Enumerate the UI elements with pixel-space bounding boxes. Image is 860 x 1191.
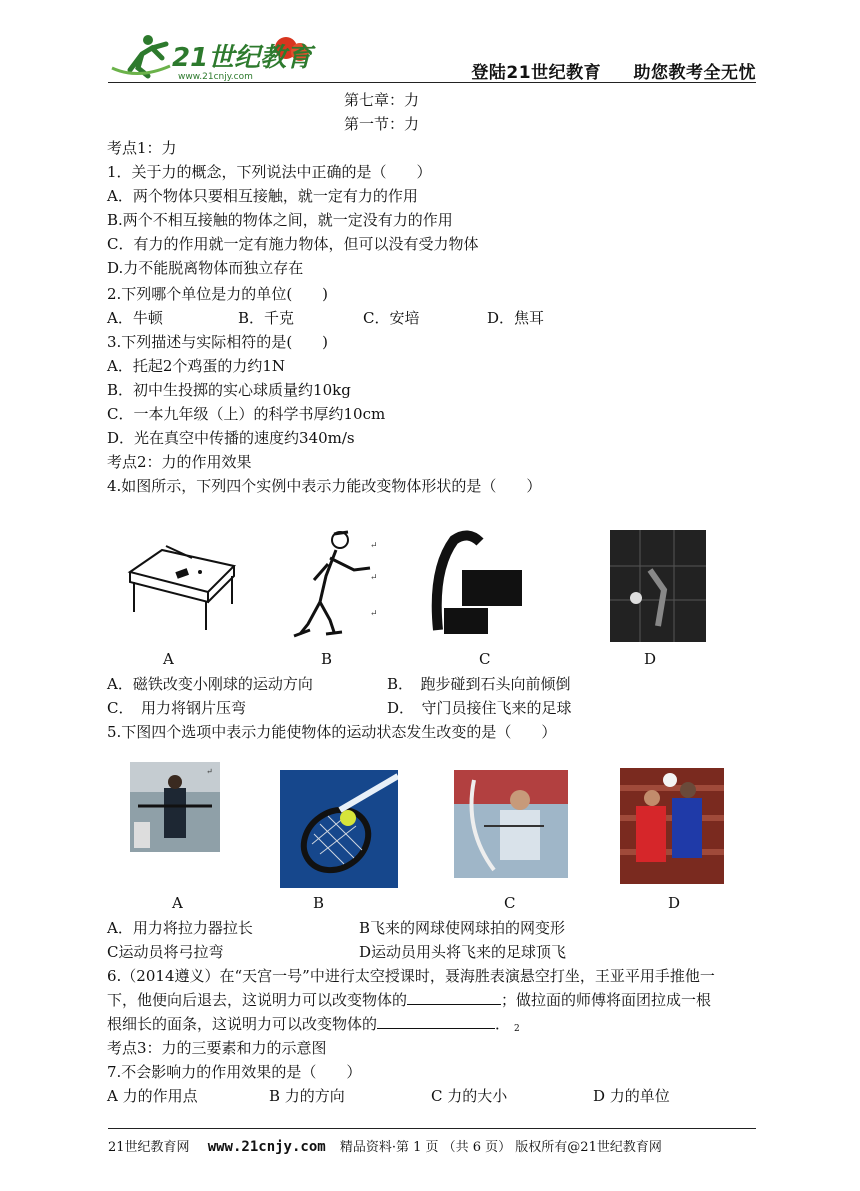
footer-site: 21世纪教育网 <box>108 1140 190 1155</box>
q4-option-c: C． 用力将钢片压弯 <box>107 699 246 717</box>
q6-blank-2 <box>377 1012 495 1029</box>
footer-rule <box>108 1128 756 1129</box>
q5-option-c: C运动员将弓拉弯 <box>107 943 224 961</box>
q7-stem: 7.不会影响力的作用效果的是（ ） <box>107 1063 362 1081</box>
page-header <box>108 28 756 84</box>
q6-line-2-text-b: ；做拉面的师傅将面团拉成一根 <box>501 991 712 1009</box>
q3-option-c: C．一本九年级（上）的科学书厚约10cm <box>107 405 386 423</box>
q4-label-b: B <box>321 650 333 668</box>
site-logo <box>108 28 318 82</box>
chapter-title: 第七章：力 <box>344 91 420 109</box>
q5-label-b: B <box>313 894 325 912</box>
q5-image-b-tennis-racket <box>280 770 398 888</box>
q7-option-a: A 力的作用点 <box>107 1087 198 1105</box>
q4-image-c-bent-steel <box>428 530 522 638</box>
q5-stem: 5.下图四个选项中表示力能使物体的运动状态发生改变的是（ ） <box>107 723 557 741</box>
q7-option-d: D 力的单位 <box>593 1087 670 1105</box>
svg-text:↵: ↵ <box>370 573 378 583</box>
q7-option-b: B 力的方向 <box>269 1087 345 1105</box>
q2-option-b: B．千克 <box>238 309 295 327</box>
q2-option-a: A．牛顿 <box>107 309 163 327</box>
q3-option-b: B．初中生投掷的实心球质量约10kg <box>107 381 351 399</box>
page-footer <box>108 1136 758 1155</box>
q4-option-d: D． 守门员接住飞来的足球 <box>387 699 572 717</box>
q3-option-d: D．光在真空中传播的速度约340m/s <box>107 429 355 447</box>
topic-3: 考点3：力的三要素和力的示意图 <box>107 1039 327 1057</box>
slogan-left: 登陆21世纪教育 <box>471 63 602 83</box>
q7-options <box>107 1084 670 1108</box>
slogan-right: 助您教考全无忧 <box>633 63 756 83</box>
q5-option-a: A．用力将拉力器拉长 <box>107 919 253 937</box>
footer-info: 精品资料·第 1 页 （共 6 页） 版权所有@21世纪教育网 <box>339 1140 662 1155</box>
q4-image-b-runner <box>270 528 385 640</box>
q5-image-c-archer <box>454 770 568 878</box>
q2-option-d: D．焦耳 <box>487 309 545 327</box>
topic-1: 考点1：力 <box>107 139 177 157</box>
q4-label-a: A <box>163 650 174 668</box>
q1-stem: 1．关于力的概念，下列说法中正确的是（ ） <box>107 163 432 181</box>
q4-label-d: D <box>644 650 657 668</box>
q5-image-a-expander <box>130 762 220 852</box>
q6-line-1: 6.（2014遵义）在“天宫一号”中进行太空授课时，聂海胜表演悬空打坐，王亚平用手推他一 <box>107 967 715 985</box>
q5-option-d: D运动员用头将飞来的足球顶飞 <box>359 943 567 961</box>
q5-image-d-header-football <box>620 768 724 884</box>
q2-stem: 2.下列哪个单位是力的单位( ) <box>107 285 329 303</box>
svg-text:↵: ↵ <box>370 609 378 619</box>
q4-option-b: B． 跑步碰到石头向前倾倒 <box>387 675 571 693</box>
q1-option-d: D.力不能脱离物体而独立存在 <box>107 259 304 277</box>
q7-option-c: C 力的大小 <box>431 1087 508 1105</box>
header-slogan <box>471 58 756 83</box>
topic-2: 考点2：力的作用效果 <box>107 453 252 471</box>
q1-option-a: A．两个物体只要相互接触，就一定有力的作用 <box>107 187 418 205</box>
q2-option-c: C．安培 <box>363 309 420 327</box>
q4-label-c: C <box>479 650 491 668</box>
q5-options-row2 <box>107 940 566 964</box>
footer-url[interactable]: www.21cnjy.com <box>207 1139 326 1155</box>
q4-options-row1 <box>107 672 571 696</box>
header-rule <box>108 82 756 83</box>
section-title: 第一节：力 <box>344 115 420 133</box>
svg-text:↵: ↵ <box>370 541 378 551</box>
q4-image-d-goalkeeper <box>610 530 706 642</box>
q6-mark: 2 <box>514 1024 520 1034</box>
q2-options <box>107 306 544 330</box>
q3-option-a: A．托起2个鸡蛋的力约1N <box>107 357 286 375</box>
q6-line-3-text-b: ． <box>495 1015 511 1033</box>
q5-options-row1 <box>107 916 565 940</box>
q3-stem: 3.下列描述与实际相符的是( ) <box>107 333 329 351</box>
logo-url: www.21cnjy.com <box>178 72 253 82</box>
q6-line-2 <box>107 988 711 1012</box>
q5-label-a: A <box>172 894 183 912</box>
q6-line-2-text-a: 下，他便向后退去，这说明力可以改变物体的 <box>107 991 408 1009</box>
q1-option-b: B.两个不相互接触的物体之间，就一定没有力的作用 <box>107 211 453 229</box>
q5-label-d: D <box>668 894 681 912</box>
q5-option-b: B飞来的网球使网球拍的网变形 <box>359 919 566 937</box>
q4-options-row2 <box>107 696 572 720</box>
q5-label-c: C <box>504 894 516 912</box>
q4-image-a-magnet-table <box>122 532 242 632</box>
q1-option-c: C．有力的作用就一定有施力物体，但可以没有受力物体 <box>107 235 479 253</box>
runner-icon <box>112 35 170 76</box>
svg-text:↵: ↵ <box>206 767 213 776</box>
q6-blank-1 <box>407 988 501 1005</box>
logo-text: 21世纪教育 <box>172 43 313 73</box>
q6-line-3-text-a: 根细长的面条，这说明力可以改变物体的 <box>107 1015 378 1033</box>
q4-option-a: A．磁铁改变小刚球的运动方向 <box>107 675 313 693</box>
q4-stem: 4.如图所示，下列四个实例中表示力能改变物体形状的是（ ） <box>107 477 542 495</box>
